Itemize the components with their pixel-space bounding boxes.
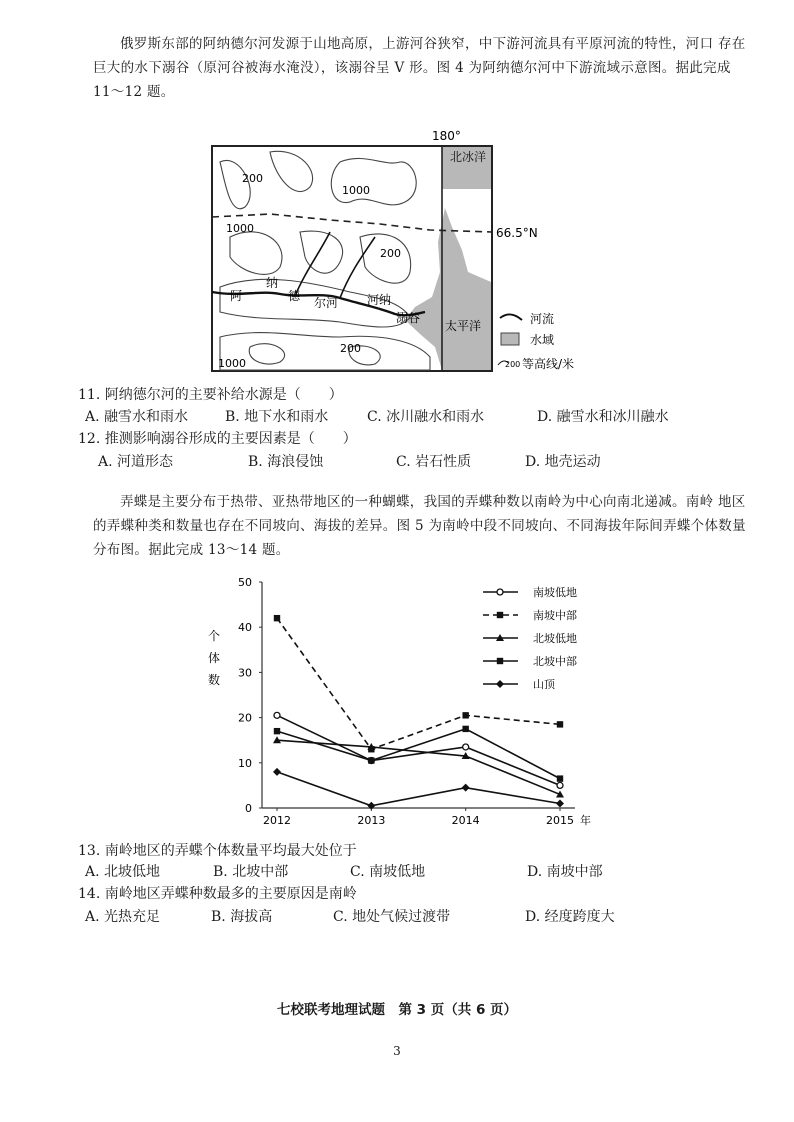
lon-label: 180° [432,129,461,143]
q11-option-b[interactable]: B. 地下水和雨水 [225,409,329,425]
legend-water-icon [501,333,519,345]
x-tick-label: 2014 [451,814,480,827]
data-point [368,757,374,763]
data-point [462,726,468,732]
q12-option-b[interactable]: B. 海浪侵蚀 [248,454,324,470]
legend-contour-value: 200 [505,360,521,369]
legend-river-icon [500,314,522,320]
x-tick-label: 2015 [546,814,574,827]
river-char: 纳 [266,276,279,290]
x-unit-label: 年 [580,814,591,827]
legend-marker [496,680,504,688]
series-line [277,715,560,785]
question-12: 12. 推测影响溺谷形成的主要因素是（ ） [78,431,357,447]
q12-option-d[interactable]: D. 地壳运动 [525,454,601,470]
page-footer: 七校联考地理试题 第 3 页（共 6 页） [276,1002,518,1018]
legend-label: 北坡中部 [533,655,577,668]
q11-option-c[interactable]: C. 冰川融水和雨水 [367,409,485,425]
page-number: 3 [393,1044,401,1058]
data-point [557,721,563,727]
q14-option-b[interactable]: B. 海拔高 [211,909,273,925]
estuary-name: 河纳 [367,293,392,307]
river-char: 尔河 [314,296,339,310]
q12-option-a[interactable]: A. 河道形态 [98,454,174,470]
ylabel-char: 体 [208,651,221,665]
legend-marker [497,658,503,664]
lat-label: 66.5°N [496,226,538,240]
question-13: 13. 南岭地区的弄蝶个体数量平均最大处位于 [78,843,357,859]
data-point [557,782,563,788]
q13-option-d[interactable]: D. 南坡中部 [527,864,603,880]
y-tick-label: 0 [245,802,252,815]
q13-option-b[interactable]: B. 北坡中部 [213,864,289,880]
q11-option-a[interactable]: A. 融雪水和雨水 [85,409,189,425]
contour-label: 1000 [342,184,370,197]
contour-label: 1000 [218,357,246,370]
contour-label: 200 [242,172,263,185]
legend-label: 南坡中部 [533,609,577,622]
x-tick-label: 2012 [263,814,291,827]
legend-marker [497,589,503,595]
y-tick-label: 40 [238,621,252,635]
q14-option-d[interactable]: D. 经度跨度大 [525,909,615,925]
data-point [463,744,469,750]
q12-option-c[interactable]: C. 岩石性质 [396,454,472,470]
data-point [273,768,281,776]
question-14: 14. 南岭地区弄蝶种数最多的主要原因是南岭 [78,886,357,902]
y-tick-label: 10 [238,756,252,770]
contour-label: 1000 [226,222,254,235]
x-tick-label: 2013 [357,814,386,827]
river-char: 阿 [230,289,243,303]
legend-label: 山顶 [533,678,555,691]
arctic-label: 北冰洋 [450,150,487,164]
q11-option-d[interactable]: D. 融雪水和冰川融水 [537,409,669,425]
estuary-label: 溺谷 [396,311,421,325]
question-11: 11. 阿纳德尔河的主要补给水源是（ ） [78,387,343,403]
contour-label: 200 [380,247,401,260]
data-point [557,775,563,781]
data-point [462,712,468,718]
data-point [462,784,470,792]
ylabel-char: 数 [208,673,221,687]
passage-butterfly: 弄蝶是主要分布于热带、亚热带地区的一种蝴蝶，我国的弄蝶种数以南岭为中心向南北递减。南岭 地区的弄蝶种类和数量也存在不同坡向、海拔的差异。图 5 为南岭中段不同坡向、不同海拔年际间弄蝶个体数量分布图。据此完成 13～14 题。 [93,494,746,558]
butterfly-line-chart [200,570,600,832]
data-point [274,712,280,718]
ylabel-char: 个 [208,629,221,643]
legend-water: 水域 [530,333,555,347]
legend-river: 河流 [530,312,555,326]
legend-label: 北坡低地 [533,632,577,645]
contour-label: 200 [340,342,361,355]
legend-marker [497,612,503,618]
y-tick-label: 30 [238,666,252,680]
q14-option-a[interactable]: A. 光热充足 [85,909,161,925]
q13-option-c[interactable]: C. 南坡低地 [350,864,426,880]
data-point [274,728,280,734]
data-point [556,799,564,807]
anadyr-river-map [200,122,610,377]
pacific-label: 太平洋 [445,319,482,333]
q14-option-c[interactable]: C. 地处气候过渡带 [333,909,451,925]
legend-label: 南坡低地 [533,586,577,599]
river-char: 德 [288,289,301,303]
passage-anadyr: 俄罗斯东部的阿纳德尔河发源于山地高原，上游河谷狭窄，中下游河流具有平原河流的特性，河口 存在巨大的水下溺谷（原河谷被海水淹没），该溺谷呈 V 形。图 4 为阿纳德尔河中下游流域示意图。据此完成 11～12 题。 [93,36,746,100]
data-point [274,615,280,621]
q13-option-a[interactable]: A. 北坡低地 [85,864,161,880]
y-tick-label: 20 [238,711,252,725]
legend-contour: 等高线/米 [522,357,575,371]
y-tick-label: 50 [238,576,252,589]
